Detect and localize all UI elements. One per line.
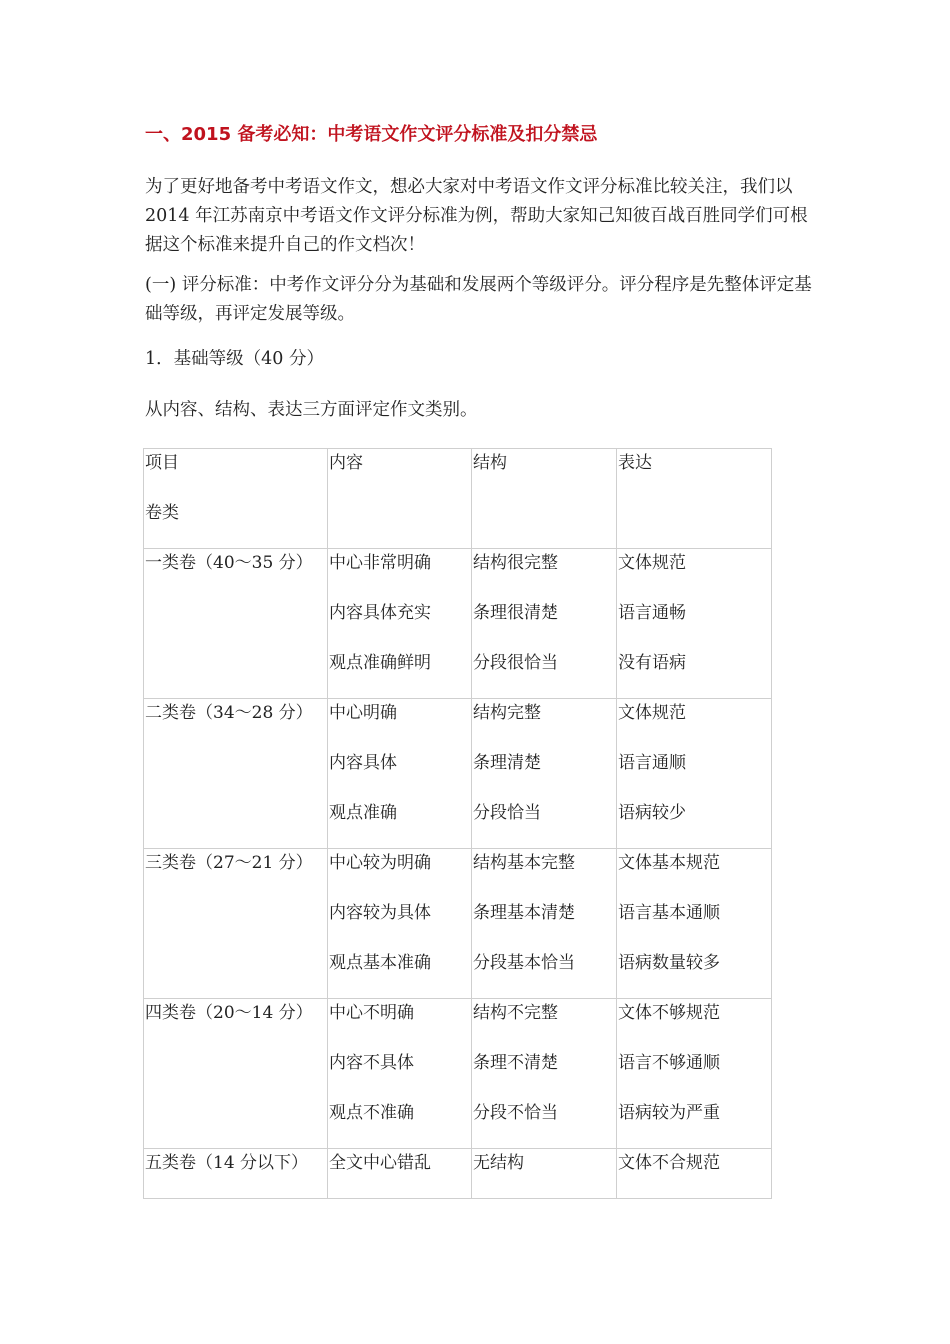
grading-table [143,448,772,1199]
header-label-content: 内容 [329,453,363,473]
cell-line: 语言通畅 [618,603,686,623]
cell-line: 内容较为具体 [329,903,431,923]
cell-line: 文体不合规范 [618,1153,720,1173]
section-heading: 1．基础等级（40 分） [145,349,324,369]
cell-line: 分段不恰当 [473,1103,558,1123]
cell-line: 中心较为明确 [329,853,431,873]
cell-line: 无结构 [473,1153,524,1173]
header-cell-expression [617,449,772,549]
table-row [144,999,772,1149]
header-label-expression: 表达 [618,453,652,473]
structure-cell [472,849,617,999]
content-cell [328,999,472,1149]
row-label: 五类卷（14 分以下） [145,1153,309,1173]
cell-line: 条理不清楚 [473,1053,558,1073]
content-cell [328,549,472,699]
expression-cell [617,849,772,999]
header-label-item: 项目 [145,453,179,473]
cell-line: 语病较少 [618,803,686,823]
row-label-cell [144,549,328,699]
table-row [144,699,772,849]
row-label: 四类卷（20～14 分） [145,1003,313,1023]
cell-line: 内容具体 [329,753,397,773]
header-label-structure: 结构 [473,453,507,473]
row-label-cell [144,849,328,999]
cell-line: 分段恰当 [473,803,541,823]
cell-line: 文体基本规范 [618,853,720,873]
table-row [144,549,772,699]
cell-line: 语言基本通顺 [618,903,720,923]
row-label-cell [144,1149,328,1199]
cell-line: 条理很清楚 [473,603,558,623]
header-cell-content [328,449,472,549]
structure-cell [472,699,617,849]
cell-line: 语病较为严重 [618,1103,720,1123]
header-cell-item-category [144,449,328,549]
cell-line: 观点准确 [329,803,397,823]
content-cell [328,699,472,849]
cell-line: 观点准确鲜明 [329,653,431,673]
structure-cell [472,999,617,1149]
content-cell [328,849,472,999]
expression-cell [617,699,772,849]
cell-line: 文体规范 [618,703,686,723]
cell-line: 中心非常明确 [329,553,431,573]
header-cell-structure [472,449,617,549]
cell-line: 全文中心错乱 [329,1153,431,1173]
cell-line: 结构很完整 [473,553,558,573]
cell-line: 结构基本完整 [473,853,575,873]
cell-line: 中心不明确 [329,1003,414,1023]
cell-line: 语言通顺 [618,753,686,773]
document-title: 一、2015 备考必知：中考语文作文评分标准及扣分禁忌 [145,124,598,145]
cell-line: 语病数量较多 [618,953,720,973]
structure-cell [472,1149,617,1199]
standard-paragraph: (一) 评分标准：中考作文评分分为基础和发展两个等级评分。评分程序是先整体评定基础等级，再评定发展等级。 [145,275,812,324]
cell-line: 观点基本准确 [329,953,431,973]
expression-cell [617,1149,772,1199]
cell-line: 文体不够规范 [618,1003,720,1023]
row-label-cell [144,999,328,1149]
cell-line: 结构完整 [473,703,541,723]
cell-line: 没有语病 [618,653,686,673]
cell-line: 分段基本恰当 [473,953,575,973]
intro-paragraph: 为了更好地备考中考语文作文，想必大家对中考语文作文评分标准比较关注，我们以 2014 年江苏南京中考语文作文评分标准为例，帮助大家知己知彼百战百胜同学们可根据这个标准来提升自己的作文档次！ [145,177,808,255]
content-cell [328,1149,472,1199]
cell-line: 语言不够通顺 [618,1053,720,1073]
section-description: 从内容、结构、表达三方面评定作文类别。 [145,400,478,420]
table-header-row [144,449,772,549]
cell-line: 文体规范 [618,553,686,573]
cell-line: 结构不完整 [473,1003,558,1023]
structure-cell [472,549,617,699]
cell-line: 内容具体充实 [329,603,431,623]
cell-line: 观点不准确 [329,1103,414,1123]
cell-line: 内容不具体 [329,1053,414,1073]
expression-cell [617,549,772,699]
cell-line: 中心明确 [329,703,397,723]
expression-cell [617,999,772,1149]
cell-line: 分段很恰当 [473,653,558,673]
row-label-cell [144,699,328,849]
row-label: 二类卷（34～28 分） [145,703,313,723]
cell-line: 条理基本清楚 [473,903,575,923]
cell-line: 条理清楚 [473,753,541,773]
table-row [144,1149,772,1199]
header-label-category: 卷类 [145,503,179,523]
row-label: 一类卷（40～35 分） [145,553,313,573]
table-row [144,849,772,999]
row-label: 三类卷（27～21 分） [145,853,313,873]
